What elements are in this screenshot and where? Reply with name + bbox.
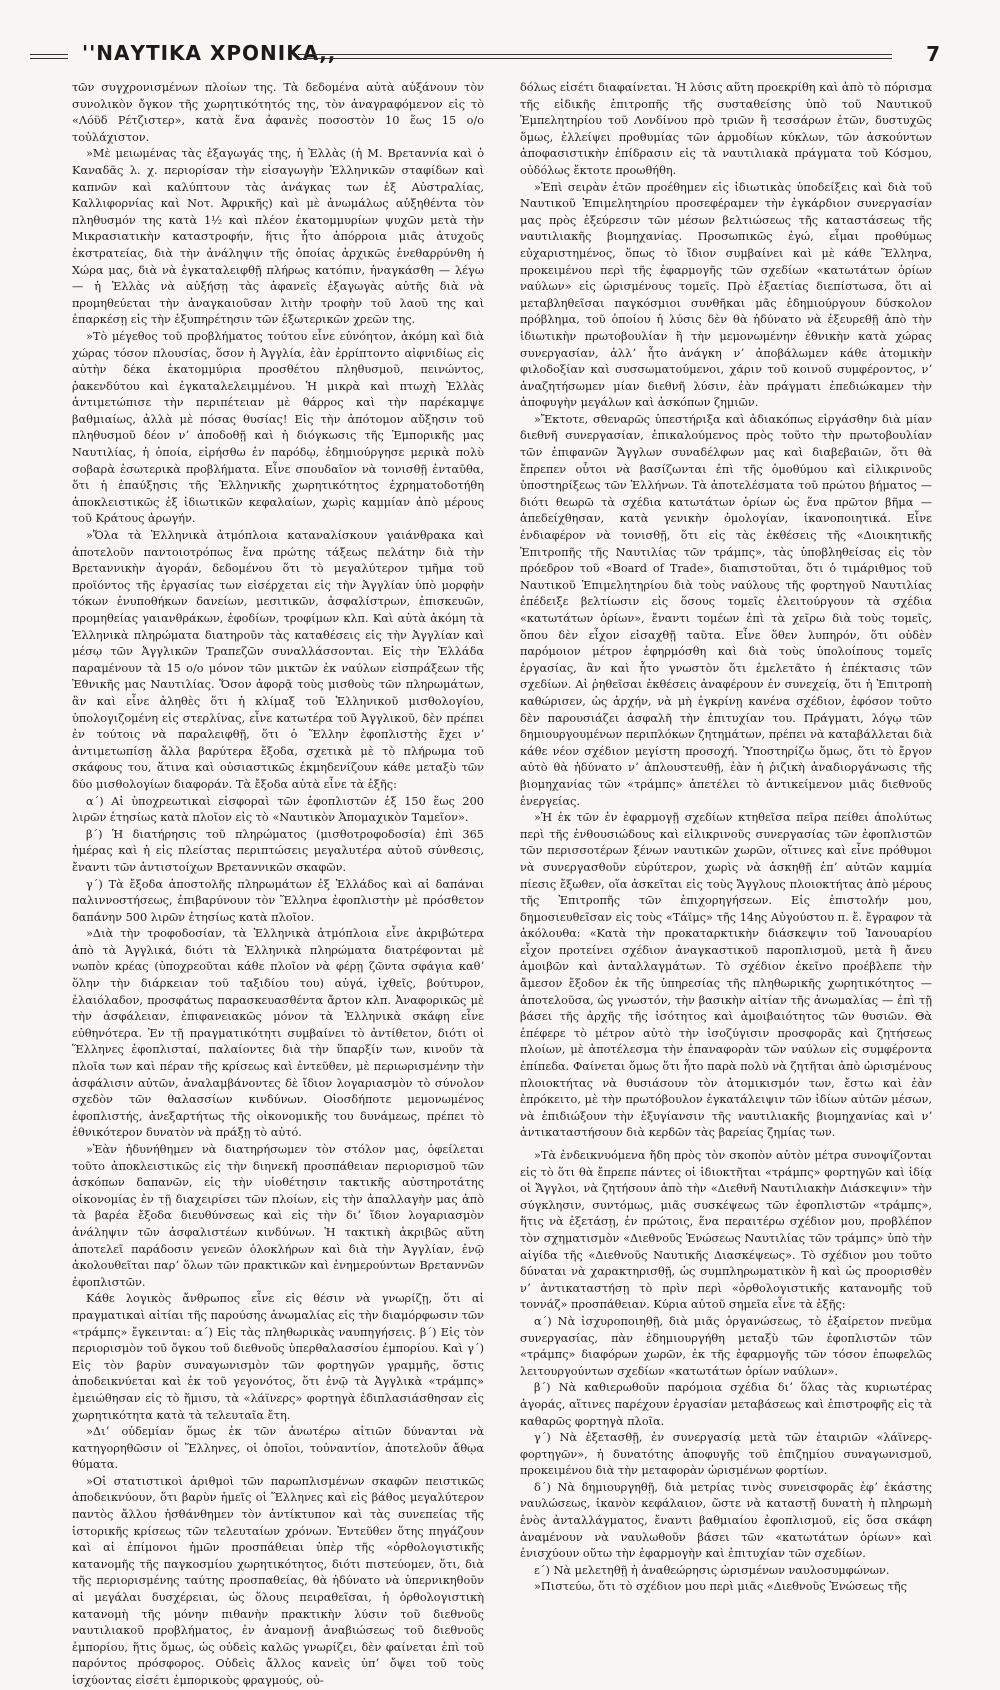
paragraph: »Οἱ στατιστικοὶ ἀριθμοὶ τῶν παρωπλισμένων σκαφῶν πειστικῶς ἀποδεικνύουν, ὅτι βαρὺν ἡμεῖς οἱ Ἕλληνες καὶ εἰς βάθος μεγαλύτερον παντὸς ἄλλου ἠσθάνθημεν τὸν ἀντίκτυπον καὶ τὰς συνεπείας τῆς ἱστορικῆς κρίσεως τῶν τελευταίων χρόνων. Ἐντεῦθεν ὅτης πηγάζουν καὶ αἱ ἐπίμονοι ἡμῶν προσπάθειαι ὑπὲρ τῆς «ὀρθολογιστικῆς κατανομῆς τῆς παγκοσμίου χωρητικότητος, διότι πιστεύομεν, ὅτι, διὰ τῆς περιορισμένης ταύτης προσπαθείας, θὰ ἠδύνατο νὰ ὑπερνικηθοῦν αἱ μεγάλαι δυσχέρειαι, ὡς ὅλους πειραθεῖσαι, ἡ ὀρθολογιστικὴ κατανομὴ τῆς μόνην πιθανὴν πρακτικὴν λύσιν τοῦ διεθνοῦς ναυτιλιακοῦ προβλήματος, ἐν ἀναμονῇ ἀναβιώσεως τοῦ διεθνοῦς ἐμπορίου, ἥτις ὅμως, ὡς οὐδεὶς καλῶς γνωρίζει, δὲν φαίνεται ἐπὶ τοῦ παρόντος πρόσφορος. Οὐδεὶς ἄλλος κανεὶς ὑπʼ ὄψει τοῦ τοὺς ἰσχύοντας εἰσέτι ἐμπορικοὺς φραγμούς, οὐ-	[72, 1474, 484, 1687]
paragraph: »Ἔκτοτε, σθεναρῶς ὑπεστήριξα καὶ ἀδιακόπως εἰργάσθην διὰ μίαν διεθνῆ συνεργασίαν, ἐπικαλούμενος πρὸς τοῦτο τὴν πρωτοβουλίαν τῶν ἐπιφανῶν Ἄγγλων συναδέλφων μας καὶ διαβεβαιῶν, ὅτι θὰ ἔπρεπεν οὗτοι νὰ βασίζωνται ἐπὶ τῆς ὁμοθύμου καὶ εἰλικρινοῦς ὑποστηρίξεως τῶν Ἑλλήνων. Τὰ ἀποτελέσματα τοῦ πρώτου βήματος — διότι θεωρῶ τὰ σχέδια κατωτάτων ὁρίων ὡς ἕνα πρῶτον βῆμα — ἀπεδείχθησαν, κατὰ γενικὴν ὁμολογίαν, ἱκανοποιητικά. Εἶνε ἐνδιαφέρον νὰ τονισθῇ, ὅτι εἰς τὰς ἐκθέσεις τῆς «Διοικητικῆς Ἐπιτροπῆς τῆς Ναυτιλίας τῶν τράμπς», τὰς ὑποβληθείσας εἰς τὸν πρόεδρον τοῦ «Board of Trade», διαπιστοῦται, ὅτι ὁ τιμάριθμος τοῦ Ναυτικοῦ Ἐπιμελητηρίου διὰ τοὺς ναύλους τῆς φορτηγοῦ Ναυτιλίας ἐπέδειξε βελτίωσιν εἰς ὅσους τομεῖς ἐλειτούργουν τὰ σχέδια «κατωτάτων ὁρίων», ἔναντι τομέων ἐπὶ τὰ χεῖρω διὰ τοὺς τομεῖς, ὅπου δὲν εἶχον εἰσαχθῇ ταῦτα. Εἶνε ὅθεν λυπηρόν, ὅτι οὐδὲν παρόμοιον μέτρον ἐφηρμόσθη καὶ διὰ τοὺς ὑπολοίπους τομεῖς ἐργασίας, ἂν καὶ ἦτο γνωστὸν ὅτι ἐμελετᾶτο ἡ ἐπέκτασις τῶν σχεδίων. Αἱ ῥηθεῖσαι ἐκθέσεις ἀναφέρουν ἐν συνεχείᾳ, ὅτι ἡ Ἐπιτροπὴ καθώρισεν, ὡς ἀρχήν, νὰ μὴ ἐγκρίνῃ κανένα σχέδιον, ἐφόσον τοῦτο δὲν παρουσιάζει ἀσφαλῆ τὴν ἐπιτυχίαν του. Πράγματι, λόγῳ τῶν δημιουργουμένων περιπλόκων ζητημάτων, πρέπει νὰ καταβάλλεται διὰ κάθε νέον σχέδιον μεγίστη προσοχή. Ὑποστηρίζω ὅμως, ὅτι τὸ ἔργον αὐτὸ θὰ ἠδύνατο νʼ ἁπλουστευθῇ, ἐὰν ἡ ῥιζικὴ ἀναδιοργάνωσις τῆς βιομηχανίας τῶν «τράμπς» ἀπετέλει τὸ ἀντικείμενον μιᾶς διεθνοῦς ἐνεργείας.	[520, 412, 932, 808]
paragraph: »Τὰ ἐνδεικνυόμενα ἤδη πρὸς τὸν σκοπὸν αὐτὸν μέτρα συνοψίζονται εἰς τὸ ὅτι θὰ ἔπρεπε πάντες οἱ ἰδιοκτῆται «τράμπς» φορτηγῶν καὶ ἰδίᾳ οἱ Ἄγγλοι, νὰ ζητήσουν ἀπὸ τὴν «Διεθνῆ Ναυτιλιακὴν Διάσκεψιν» τὴν σύγκλησιν, συντόμως, μιᾶς συσκέψεως τῶν ἐφοπλιστῶν «τράμπς», ἥτις νὰ ἐξετάσῃ, ἐν πρώτοις, ἕνα περαιτέρω σχέδιον μου, προβλέπον τὸν σχηματισμὸν «Διεθνοῦς Ἑνώσεως Ναυτιλίας τῶν τράμπς» ὑπὸ τὴν αἰγίδα τῆς «Διεθνοῦς Ναυτικῆς Διασκέψεως». Τὸ σχέδιον μου τοῦτο δύναται νὰ χαρακτηρισθῇ, ὡς συμπληρωματικὸν ἢ καὶ ὡς προορισθὲν νʼ ἀντικαταστήσῃ τὸ πρὶν περὶ «ὀρθολογιστικῆς κατανομῆς τοῦ τοννάζ» προσπάθειαν. Κύρια αὐτοῦ σημεῖα εἶνε τὰ ἑξῆς:	[520, 1149, 932, 1312]
header-rule-left	[30, 54, 68, 59]
paragraph: »Μὲ μειωμένας τὰς ἐξαγωγάς της, ἡ Ἑλλὰς (ἡ Μ. Βρεταννία καὶ ὁ Καναδᾶς λ. χ. περιορίσαν τὴν εἰσαγωγὴν Ἑλληνικῶν σταφίδων καὶ καπνῶν καὶ καλύπτουν τὰς ἀνάγκας των ἐξ Αὐστραλίας, Καλλιφορνίας καὶ Νοτ. Ἀφρικῆς) καὶ μὲ ἀνωμάλως αὐξηθέντα τὸν πληθυσμόν της κατὰ 1½ καὶ πλέον ἑκατομμυρίων ψυχῶν μετὰ τὴν Μικρασιατικὴν καταστροφήν, ἥτις ἦτο ἀπόρροια μιᾶς ἀτυχοῦς ἐκστρατείας, διὰ τὴν ἀνάληψιν τῆς ὁποίας ἀρχικῶς ἐνεθαρρύνθη ἡ Χώρα μας, διὰ νὰ ἐγκαταλειφθῇ πλήρως κατόπιν, ἠναγκάσθη — λέγω — ἡ Ἑλλὰς νὰ αὐξήσῃ τὰς ἀφανεῖς ἐξαγωγὰς αὐτῆς διὰ νὰ προμηθεύεται τὴν ἀναγκαιοῦσαν λιτὴν τροφὴν τοῦ λαοῦ της καὶ ἐπαρκέσῃ εἰς τὴν ἐξυπηρέτησιν τῶν ἐξωτερικῶν χρεῶν της.	[72, 147, 484, 327]
article-columns	[72, 80, 932, 1687]
paragraph: »Ἐὰν ἠδυνήθημεν νὰ διατηρήσωμεν τὸν στόλον μας, ὀφείλεται τοῦτο ἀποκλειστικῶς εἰς τὴν διηνεκῆ προσπάθειαν περιορισμοῦ τῶν ἀσκόπων δαπανῶν, εἰς τὴν υἱοθέτησιν τακτικῆς αὐστηροτάτης οἰκονομίας ἐν τῇ διαχειρίσει τῶν πλοίων, εἰς τὴν ἀπαλλαγὴν μας ἀπὸ τὰ βαρέα ἔξοδα διευθύνσεως καὶ εἰς τὴν διʼ ἴδιον λογαριασμὸν ἀνάληψιν τῶν ἀσφαλιστέων κινδύνων. Ἡ τακτικὴ ἀκριβῶς αὕτη ἀποτελεῖ παράδοσιν γενεῶν ὁλοκλήρων καὶ διὰ τὴν Ἀγγλίαν, ἐνῷ ἀκολουθεῖται παρʼ ὅλων τῶν πρακτικῶν καὶ ἐνημερούντων Βρεταννῶν ἐφοπλιστῶν.	[72, 1143, 484, 1289]
paragraph: »Ἐπὶ σειρὰν ἐτῶν προέθημεν εἰς ἰδιωτικὰς ὑποδείξεις καὶ διὰ τοῦ Ναυτικοῦ Ἐπιμελητηρίου προσεφέραμεν τὴν ἐγκάρδιον συνεργασίαν μας πρὸς ἐξεύρεσιν τῶν μέσων βελτιώσεως τῆς καταστάσεως τῆς ναυτιλιακῆς βιομηχανίας. Προσωπικῶς ἐγώ, εἶμαι προθύμως εὐχαριστημένος, ὅπως τὸ ἴδιον συμβαίνει καὶ μὲ κάθε Ἕλληνα, προκειμένου περὶ τῆς ἐφαρμογῆς τῶν σχεδίων «κατωτάτων ὁρίων ναύλων» εἰς ὡρισμένους τομεῖς. Πρὸ ἐξαετίας διεπίστωσα, ὅτι αἱ μεταβληθεῖσαι παγκόσμιοι συνθῆκαι μᾶς ἐδημιούργουν δύσκολον πρόβλημα, τοῦ ὁποίου ἡ λύσις δὲν θὰ ἠδύνατο νὰ ἐξευρεθῇ ἀπὸ τὴν ἰδιωτικὴν πρωτοβουλίαν ἢ τὴν μεμονωμένην ἐθνικὴν κατὰ χώρας συνεργασίαν, ἀλλʼ ἦτο ἀνάγκη νʼ ἀποβάλωμεν κάθε ἀτομικὴν φιλοδοξίαν καὶ συσσωματούμενοι, χάριν τοῦ κοινοῦ συμφέροντος, νʼ ἀναζητήσωμεν μίαν διεθνῆ λύσιν, ἐὰν πράγματι ἐπεδιώκαμεν τὴν ἀποφυγὴν μεγάλων καὶ ἀσκόπων ζημιῶν.	[520, 180, 932, 410]
journal-title: ''ΝΑΥΤΙΚΑ ΧΡΟΝΙΚΑ,,	[82, 41, 337, 65]
paragraph: »Ἡ ἐκ τῶν ἐν ἐφαρμογῇ σχεδίων κτηθεῖσα πεῖρα πείθει ἀπολύτως περὶ τῆς ἐνθουσιώδους καὶ εἰλικρινοῦς συνεργασίας τῶν ἐφοπλιστῶν τῶν περισσοτέρων ξένων ναυτικῶν χωρῶν, οἵτινες καὶ εἶνε πρόθυμοι νὰ συνεργασθοῦν εὐρύτερον, χωρὶς νὰ ἀσκηθῇ ἐπʼ αὐτῶν καμμία πίεσις ἔξωθεν, οἵα ἀσκεῖται εἰς τοὺς Ἄγγλους πλοιοκτήτας ἀπὸ μέρους τῆς Ἐπιτροπῆς τῶν ἐπιχορηγήσεων. Εἰς ἐπιστολήν μου, δημοσιευθεῖσαν εἰς τοὺς «Τάϊμς» τῆς 14ης Αὐγούστου π. ἔ. ἔγραφον τὰ ἀκόλουθα: «Κατὰ τὴν προκαταρκτικὴν διάσκεψιν τοῦ Ἰανουαρίου εἶχον προτείνει σχέδιον ἀναγκαστικοῦ παροπλισμοῦ, μετὰ ἢ ἄνευ ἀμοιβῶν καὶ ἀνταλλαγμάτων. Τὸ σχέδιον ἐκεῖνο προέβλεπε τὴν ἄμεσον ἔξοδον ἐκ τῆς ὑπηρεσίας τῆς πληθωρικῆς χωρητικότητος — ἀποτελοῦσα, ὡς γνωστόν, τὴν βασικὴν αἰτίαν τῆς ἀνωμαλίας — ἐπὶ τῇ βάσει τῆς ἀρχῆς τῆς ἰσότητος καὶ ἀμοιβαιότητος τῶν θυσιῶν. Θὰ ἐπέφερε τὸ μέτρον αὐτὸ τὴν ἰσοζύγισιν προσφορᾶς καὶ ζητήσεως πλοίων, μὲ ἀποτέλεσμα τὴν ἐπαναφορὰν τῶν ναύλων εἰς συμφέροντα ἐπίπεδα. Φαίνεται ὅμως ὅτι ἦτο παρὰ πολὺ νὰ ζητῆται ἀπὸ ὡρισμένους πλοιοκτήτας νὰ θυσιάσουν τὸν ἀτομικισμόν των, ἔστω καὶ ἐὰν ἐπρόκειτο, μὲ τὴν πρωτόβουλον ἐγκατάλειψιν τῶν ἰδίων αὐτῶν μέσων, νὰ ἐπιδιώξουν τὴν ἐξυγίανσιν τῆς ναυτιλιακῆς βιομηχανίας καὶ νʼ ἀντικαταστήσουν διὰ κερδῶν τὰς βαρείας ζημίας των.	[520, 811, 932, 1140]
paragraph: »Διὰ τὴν τροφοδοσίαν, τὰ Ἑλληνικὰ ἀτμόπλοια εἶνε ἀκριβώτερα ἀπὸ τὰ Ἀγγλικά, διότι τὰ Ἑλληνικὰ πληρώματα διατρέφονται μὲ νωπὸν κρέας (ὑποχρεοῦται κάθε πλοῖον νὰ φέρῃ ζῶντα σφάγια καθʼ ὅλην τὴν διάρκειαν τοῦ ταξιδίου του) αὐγά, ἰχθεῖς, βούτυρον, ἐλαιόλαδον, προσφάτως παρασκευασθέντα ἄρτον κλπ. Ἀναφορικῶς μὲ τὴν ἀσφάλειαν, ἐπιφανειακῶς μόνον τὰ Ἑλληνικὰ σκάφη εἶνε εὐθηνότερα. Ἐν τῇ πραγματικότητι συμβαίνει τὸ ἀντίθετον, διότι οἱ Ἕλληνες ἐφοπλισταί, παλαίοντες διὰ τὴν ὕπαρξίν των, κινοῦν τὰ πλοῖα των καὶ πέραν τῆς κρίσεως καὶ ἐντεῦθεν, μὲ περιωρισμένην τὴν ἀσφάλισιν αὐτῶν, ἀναλαμβάνοντες δὲ ἴδιον λογαριασμὸν τὸ σύνολον σχεδὸν τῶν θαλασσίων κινδύνων. Οἱοσδήποτε μεμονωμένος ἐφοπλιστής, ἀνεξαρτήτως τῆς οἰκονομικῆς του δυνάμεως, πρέπει τὸ ἐθνικότερον δυνατὸν νὰ πράξῃ τὸ αὐτό.	[72, 927, 484, 1140]
paragraph: »Τὸ μέγεθος τοῦ προβλήματος τούτου εἶνε εὐνόητον, ἀκόμη καὶ διὰ χώρας τόσον πλουσίας, ὅσον ἡ Ἀγγλία, ἐὰν ἐρρίπτοντο αἰφνιδίως εἰς αὐτὴν δέκα ἑκατομμύρια προσθέτου πληθυσμοῦ, πεινώντος, ῥακενδύτου καὶ ἐγκαταλελειμμένου. Ἡ μικρὰ καὶ πτωχὴ Ἑλλὰς ἀντιμετώπισε τὴν περιπέτειαν μὲ θάρρος καὶ τὴν παρέκαμψε βαθμιαίως, ἀλλὰ μὲ πόσας θυσίας! Εἰς τὴν ἀπότομον αὔξησιν τοῦ πληθυσμοῦ δέον νʼ ἀποδοθῇ καὶ ἡ διόγκωσις τῆς Ἐμπορικῆς μας Ναυτιλίας, ἡ ὁποία, εἰρήσθω ἐν παρόδῳ, ἐδημιούργησε μερικὰ πολὺ σοβαρὰ ἐσωτερικὰ προβλήματα. Εἶνε σπουδαῖον νὰ τονισθῇ ἐνταῦθα, ὅτι ἡ ἐπαύξησις τῆς Ἑλληνικῆς χωρητικότητος ἐχρηματοδοτήθη ἀποκλειστικῶς ἐξ ἰδιωτικῶν κεφαλαίων, χωρὶς καμμίαν ἀπὸ μέρους τοῦ Κράτους ἀρωγήν.	[72, 329, 484, 526]
list-item: γ΄) Νὰ ἐξετασθῇ, ἐν συνεργασίᾳ μετὰ τῶν ἑταιριῶν «λάϊνερς-φορτηγῶν», ἡ δυνατότης ἀποφυγῆς τοῦ ἐπιζημίου συναγωνισμοῦ, προκειμένου διὰ τὴν μεταφορὰν ὡρισμένων φορτίων.	[520, 1431, 932, 1478]
list-item: β΄) Νὰ καθιερωθοῦν παρόμοια σχέδια διʼ ὅλας τὰς κυριωτέρας ἀγοράς, αἵτινες παρέχουν ἐργασίαν μεταβάσεως καὶ ἐπιστροφῆς εἰς τὰ καθαρῶς φορτηγὰ πλοῖα.	[520, 1381, 932, 1428]
paragraph: »Πιστεύω, ὅτι τὸ σχέδιον μου περὶ μιᾶς «Διεθνοῦς Ἑνώσεως τῆς	[534, 1580, 907, 1594]
paragraph: »Ὅλα τὰ Ἑλληνικὰ ἀτμόπλοια καταναλίσκουν γαιάνθρακα καὶ ἀποτελοῦν παντοιοτρόπως ἕνα πρώτης τάξεως πελάτην διὰ τὴν Βρεταννικὴν ἀγοράν, δεδομένου ὅτι τὸ μεγαλύτερον τμῆμα τοῦ προϊόντος τῆς ἐργασίας των εἰσέρχεται εἰς τὴν Ἀγγλίαν ὑπὸ μορφὴν τόκων ἐνυποθήκων δανείων, μεσιτικῶν, ἀσφαλίστρων, ἐπισκευῶν, προμηθείας γαιανθράκων, ἐφοδίων, τροφίμων κλπ. Καὶ αὐτὰ ἀκόμη τὰ Ἑλληνικὰ πληρώματα διατηροῦν τὰς καταθέσεις εἰς τὴν Ἀγγλίαν καὶ μέσῳ τῶν Ἀγγλικῶν Τραπεζῶν συναλλάσσονται. Εἰς τὴν Ἑλλάδα παραμένουν τὰ 15 ο/ο μόνον τῶν μικτῶν ἐκ ναύλων εἰσπράξεων τῆς Ἐθνικῆς μας Ναυτιλίας. Ὅσον ἀφορᾷ τοὺς μισθοὺς τῶν πληρωμάτων, ἂν καὶ εἶνε ἀληθὲς ὅτι ἡ κλίμαξ τοῦ Ἑλληνικοῦ μισθολογίου, ὑπολογιζομένη εἰς στερλίνας, εἶνε κατωτέρα τοῦ Ἀγγλικοῦ, δὲν πρέπει ἐν τούτοις νὰ παραλειφθῇ, ὅτι ὁ Ἕλλην ἐφοπλιστὴς ἔχει νʼ ἀντιμετωπίσῃ ἄλλα βαρύτερα ἔξοδα, σχετικὰ μὲ τὸ πλήρωμα τοῦ σκάφους του, ἅτινα καὶ οὐσιαστικῶς ἐκμηδενίζουν κάθε μεταξὺ τῶν δύο μισθολογίων διαφοράν. Τὰ ἔξοδα αὐτὰ εἶνε τὰ ἑξῆς:	[72, 529, 484, 791]
page-number: 7	[926, 42, 940, 66]
list-item: ε΄) Νὰ μελετηθῇ ἡ ἀναθεώρησις ὡρισμένων ναυλοσυμφώνων.	[534, 1563, 890, 1577]
header-rule-right	[298, 54, 892, 59]
list-item: δ΄) Νὰ δημιουργηθῇ, διὰ μετρίας τινὸς συνεισφορᾶς ἐφʼ ἑκάστης ναυλώσεως, ἱκανὸν κεφάλαιον, ὥστε νὰ καταστῇ δυνατὴ ἡ πληρωμὴ ἑνὸς ἀνταλλάγματος, ἔναντι βαθμιαίου ἐφοπλισμοῦ, εἰς ὅσα σκάφη ἀναμένουν νὰ ναυλωθοῦν βάσει τῶν «κατωτάτων ὁρίων» καὶ ἐνισχύουν οὕτω τὴν ἐφαρμογὴν καὶ ἐπιτυχίαν τῶν σχεδίων.	[520, 1480, 932, 1561]
list-item: β΄) Ἡ διατήρησις τοῦ πληρώματος (μισθοτροφοδοσία) ἐπὶ 365 ἡμέρας καὶ ἡ εἰς πλείστας περιπτώσεις μεγαλυτέρα αὐτοῦ σύνθεσις, ἔναντι τῶν ἀντιστοίχων Βρεταννικῶν σκαφῶν.	[72, 827, 484, 874]
list-item: α΄) Αἱ ὑποχρεωτικαὶ εἰσφοραὶ τῶν ἐφοπλιστῶν ἐξ 150 ἕως 200 λιρῶν ἐτησίως κατὰ πλοῖον εἰς τὸ «Ναυτικὸν Ἀπομαχικὸν Ταμεῖον».	[72, 794, 484, 825]
paragraph: τῶν συγχρονισμένων πλοίων της. Τὰ δεδομένα αὐτὰ αὐξάνουν τὸν συνολικὸν ὄγκον τῆς χωρητικότητός της, τὸν ἀναγραφόμενον εἰς τὸ «Λόϋδ Ρέτζιστερ», κατὰ ἕνα ἀφανὲς ποσοστὸν 10 ἕως 15 ο/ο τοὐλάχιστον.	[72, 81, 484, 144]
paragraph: »Διʼ οὐδεμίαν ὅμως ἐκ τῶν ἀνωτέρω αἰτιῶν δύνανται νὰ κατηγορηθῶσιν οἱ Ἕλληνες, οἱ ὁποῖοι, τοὐναντίον, ἀποτελοῦν ἄθῳα θύματα.	[72, 1425, 484, 1472]
paragraph: Κάθε λογικὸς ἄνθρωπος εἶνε εἰς θέσιν νὰ γνωρίζῃ, ὅτι αἱ πραγματικαὶ αἰτίαι τῆς παρούσης ἀνωμαλίας εἰς τὴν διαμόρφωσιν τῶν «τράμπς» ἔγκεινται: α΄) Εἰς τὰς πληθωρικὰς ναυπηγήσεις. β΄) Εἰς τὸν περιορισμὸν τοῦ ὄγκου τοῦ διεθνοῦς ὑπερθαλασσίου ἐμπορίου. Καὶ γ΄) Εἰς τὸν βαρὺν συναγωνισμὸν τῶν φορτηγῶν γραμμῆς, ὅστις ἀποδεικνύεται καὶ ἐκ τοῦ γεγονότος, ὅτι ἐνῷ τὰ Ἀγγλικὰ «τράμπς» ἐμειώθησαν εἰς τὸ ἥμισυ, τὰ «λάϊνερς» φορτηγὰ ἐδιπλασιάσθησαν εἰς χωρητικότητα κατὰ τὰ τελευταῖα ἔτη.	[72, 1292, 484, 1422]
right-column	[520, 80, 932, 1594]
left-column	[72, 80, 484, 1687]
list-item: γ΄) Τὰ ἔξοδα ἀποστολῆς πληρωμάτων ἐξ Ἑλλάδος καὶ αἱ δαπάναι παλιννοστήσεως, ἐπιβαρύνουν τὸν Ἕλληνα ἐφοπλιστὴν μὲ πρόσθετον δαπάνην 500 λιρῶν ἐτησίως κατὰ πλοῖον.	[72, 877, 484, 924]
paragraph: δόλως εἰσέτι διαφαίνεται. Ἡ λύσις αὕτη προεκρίθη καὶ ἀπὸ τὸ πόρισμα τῆς εἰδικῆς ἐπιτροπῆς τῆς συσταθείσης ὑπὸ τοῦ Ναυτικοῦ Ἐμπελητηρίου τοῦ Λονδίνου πρὸ τριῶν ἢ τεσσάρων ἐτῶν, δυστυχῶς ὅμως, ἐλλείψει προθυμίας τῶν ἁρμοδίων κύκλων, τῶν ἀσκούντων ἀποφασιστικὴν ἐπίδρασιν εἰς τὰ ναυτιλιακὰ πράγματα τοῦ Κόσμου, οὐδόλως ἔκτοτε προωθήθη.	[520, 81, 932, 177]
list-item: α΄) Νὰ ἰσχυροποιηθῇ, διὰ μιᾶς ὀργανώσεως, τὸ ἐξαίρετον πνεῦμα συνεργασίας, πὰν ἐδημιουργήθη μεταξὺ τῶν ἐφοπλιστῶν τῶν «τράμπς» διαφόρων χωρῶν, ἐκ τῆς ἐφαρμογῆς τῶν τόσον ἐπωφελῶς λειτουργούντων σχεδίων «κατωτάτων ὁρίων ναύλων».	[520, 1314, 932, 1378]
running-header	[30, 38, 970, 74]
